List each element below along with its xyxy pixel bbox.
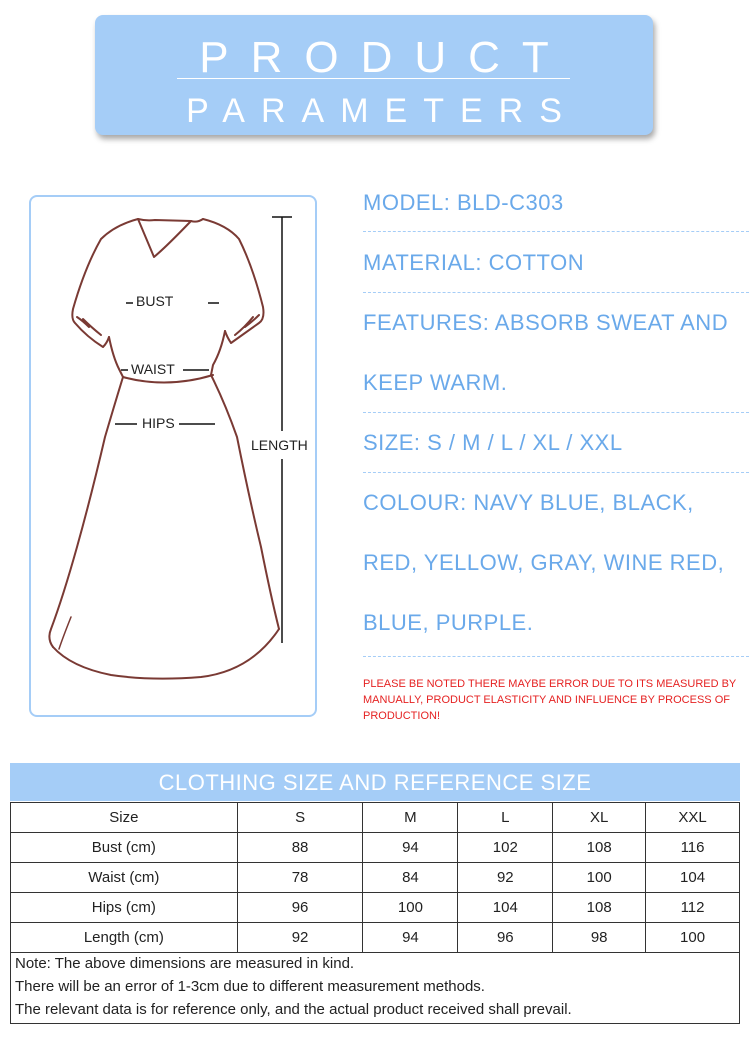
header-title: PRODUCT [199, 33, 571, 82]
table-cell: 96 [458, 923, 553, 953]
table-cell: 78 [237, 863, 363, 893]
table-cell: 112 [646, 893, 740, 923]
size-table [10, 802, 740, 953]
table-cell: XXL [646, 803, 740, 833]
table-cell: 100 [363, 893, 458, 923]
table-cell: 102 [458, 833, 553, 863]
param-model: MODEL: BLD-C303 [363, 190, 564, 215]
table-cell: M [363, 803, 458, 833]
bust-label: BUST [133, 293, 176, 309]
table-cell: 108 [553, 833, 646, 863]
table-cell: L [458, 803, 553, 833]
measurement-warning: PLEASE BE NOTED THERE MAYBE ERROR DUE TO ITS MEASURED BY MANUALLY, PRODUCT ELASTICITY AND INFLUENCE BY PROCESS OF PRODUCTION! [363, 678, 737, 722]
size-table-title: CLOTHING SIZE AND REFERENCE SIZE [10, 763, 740, 801]
length-label: LENGTH [248, 437, 311, 453]
hips-label: HIPS [139, 415, 178, 431]
table-row [11, 893, 740, 923]
param-divider [363, 412, 749, 413]
table-row [11, 923, 740, 953]
param-colour-line1: COLOUR: NAVY BLUE, BLACK, [363, 490, 694, 515]
table-cell: Hips (cm) [11, 893, 238, 923]
table-cell: Bust (cm) [11, 833, 238, 863]
table-cell: 96 [237, 893, 363, 923]
table-cell: S [237, 803, 363, 833]
table-cell: XL [553, 803, 646, 833]
note-line: Note: The above dimensions are measured in kind. [15, 955, 355, 972]
table-row [11, 833, 740, 863]
table-cell: 84 [363, 863, 458, 893]
table-cell: Waist (cm) [11, 863, 238, 893]
table-cell: 104 [458, 893, 553, 923]
table-row [11, 863, 740, 893]
note-line: The relevant data is for reference only, and the actual product received shall prevail. [15, 1001, 572, 1018]
dress-outline-drawing [31, 197, 319, 719]
table-cell: Size [11, 803, 238, 833]
note-line: There will be an error of 1-3cm due to different measurement methods. [15, 978, 485, 995]
table-cell: 98 [553, 923, 646, 953]
table-cell: 108 [553, 893, 646, 923]
param-features-line2: KEEP WARM. [363, 370, 508, 395]
table-cell: 94 [363, 833, 458, 863]
header-subtitle: PARAMETERS [186, 92, 578, 130]
param-divider [363, 656, 749, 657]
param-features-line1: FEATURES: ABSORB SWEAT AND [363, 310, 729, 335]
param-colour-line2: RED, YELLOW, GRAY, WINE RED, [363, 550, 725, 575]
param-divider [363, 231, 749, 232]
header-divider [177, 78, 570, 79]
param-divider [363, 472, 749, 473]
header-banner [95, 15, 653, 135]
param-colour-line3: BLUE, PURPLE. [363, 610, 534, 635]
table-cell: 100 [646, 923, 740, 953]
table-header-row [11, 803, 740, 833]
param-material: MATERIAL: COTTON [363, 250, 585, 275]
table-cell: 104 [646, 863, 740, 893]
table-cell: 92 [237, 923, 363, 953]
size-table-notes [10, 952, 740, 1024]
table-cell: 94 [363, 923, 458, 953]
param-divider [363, 292, 749, 293]
table-cell: 100 [553, 863, 646, 893]
table-cell: Length (cm) [11, 923, 238, 953]
table-cell: 88 [237, 833, 363, 863]
waist-label: WAIST [128, 361, 178, 377]
dress-diagram-panel [29, 195, 317, 717]
table-cell: 92 [458, 863, 553, 893]
param-size: SIZE: S / M / L / XL / XXL [363, 430, 623, 455]
table-cell: 116 [646, 833, 740, 863]
